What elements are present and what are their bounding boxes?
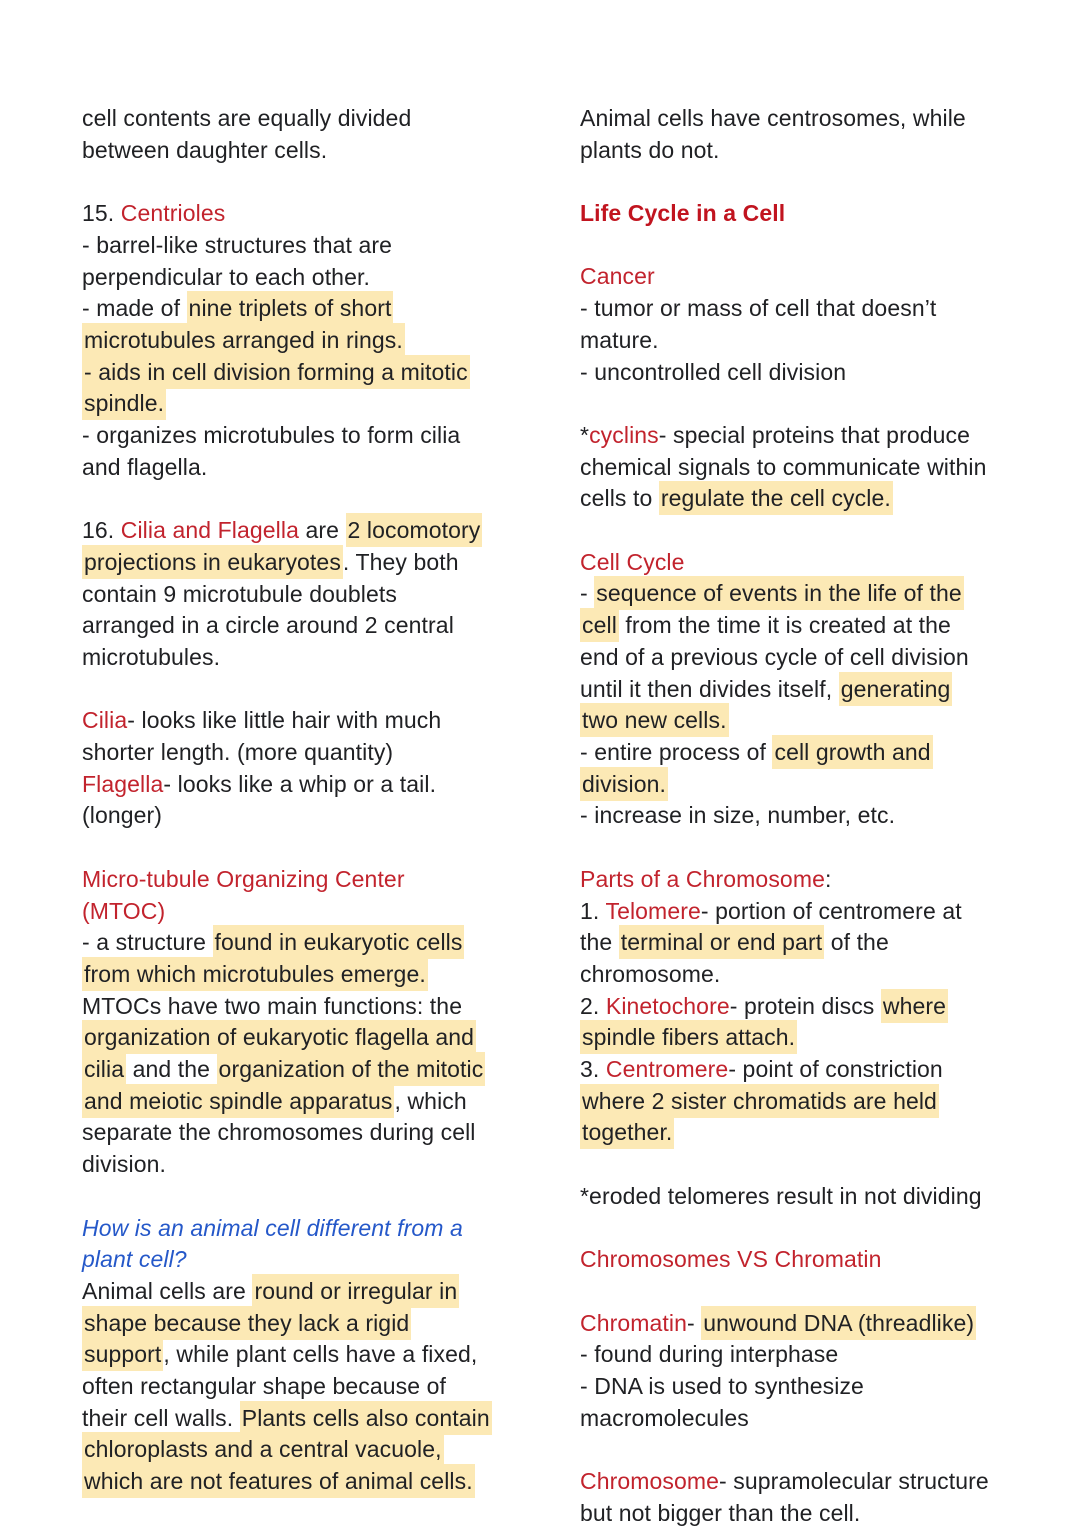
paragraph	[82, 103, 542, 166]
text-line	[82, 103, 542, 135]
highlighted-text: organization of the mitotic	[217, 1052, 486, 1086]
text-line	[82, 135, 542, 167]
text-line	[580, 357, 1040, 389]
text-line	[82, 705, 542, 737]
body-text: - tumor or mass of cell that doesn’t	[580, 295, 937, 322]
paragraph	[580, 198, 1040, 230]
text-line	[580, 420, 1040, 452]
body-text: separate the chromosomes during cell	[82, 1119, 476, 1146]
text-line	[580, 1181, 1040, 1213]
term-red: Centrioles	[120, 200, 226, 227]
body-text: often rectangular shape because of	[82, 1373, 446, 1400]
body-text: perpendicular to each other.	[82, 263, 370, 290]
text-line	[580, 1308, 1040, 1340]
text-line	[82, 769, 542, 801]
highlighted-text: regulate the cell cycle.	[659, 481, 893, 515]
text-line	[82, 1276, 542, 1308]
text-line	[580, 705, 1040, 737]
text-line	[82, 1339, 542, 1371]
text-line	[580, 1086, 1040, 1118]
body-text: - barrel-like structures that are	[82, 231, 393, 258]
highlighted-text: 2 locomotory	[346, 513, 483, 547]
term-red: Cancer	[580, 263, 655, 290]
text-line	[580, 1339, 1040, 1371]
section-heading: Life Cycle in a Cell	[580, 200, 786, 227]
term-red: Cilia	[82, 707, 128, 734]
text-line	[82, 452, 542, 484]
highlighted-text: which are not features of animal cells.	[82, 1464, 475, 1498]
paragraph	[580, 1466, 1040, 1529]
body-text: - point of constriction	[728, 1056, 943, 1083]
right-column	[580, 103, 1040, 1533]
body-text: Animal cells are	[82, 1277, 253, 1304]
paragraph	[82, 515, 542, 674]
body-text: *	[580, 421, 590, 448]
highlighted-text: together.	[580, 1115, 674, 1149]
highlighted-text: where 2 sister chromatids are held	[580, 1084, 939, 1118]
text-line	[580, 800, 1040, 832]
body-text: chemical signals to communicate within	[580, 453, 987, 480]
highlighted-text: spindle.	[82, 386, 166, 420]
text-line	[82, 610, 542, 642]
text-line	[580, 578, 1040, 610]
body-text: - portion of centromere at	[700, 897, 962, 924]
body-text: shorter length. (more quantity)	[82, 739, 394, 766]
body-text: arranged in a circle around 2 central	[82, 612, 454, 639]
body-text: and flagella.	[82, 453, 208, 480]
text-line	[82, 896, 542, 928]
highlighted-text: sequence of events in the life of the	[594, 576, 964, 610]
text-line	[580, 991, 1040, 1023]
highlighted-text: microtubules arranged in rings.	[82, 323, 405, 357]
term-red: Cell Cycle	[580, 548, 685, 575]
paragraph	[580, 1244, 1040, 1276]
highlighted-text: and meiotic spindle apparatus	[82, 1084, 394, 1118]
body-text: -	[580, 580, 595, 607]
body-text: - protein discs	[729, 992, 881, 1019]
paragraph	[580, 547, 1040, 832]
term-red: Chromatin	[580, 1309, 687, 1336]
paragraph	[82, 705, 542, 832]
text-line	[82, 357, 542, 389]
highlighted-text: projections in eukaryotes	[82, 545, 343, 579]
text-line	[82, 547, 542, 579]
body-text: 16.	[82, 517, 121, 544]
body-text: Animal cells have centrosomes, while	[580, 105, 966, 131]
body-text: and the	[126, 1056, 217, 1083]
text-line	[580, 896, 1040, 928]
body-text: - a structure	[82, 929, 213, 956]
text-line	[580, 1244, 1040, 1276]
body-text: - supramolecular structure	[719, 1468, 989, 1495]
body-text: 2.	[580, 992, 606, 1019]
text-line	[580, 642, 1040, 674]
body-text: contain 9 microtubule doublets	[82, 580, 397, 607]
body-text: - special proteins that produce	[658, 421, 971, 448]
highlighted-text: terminal or end part	[619, 925, 824, 959]
highlighted-text: two new cells.	[580, 703, 729, 737]
body-text: but not bigger than the cell.	[580, 1499, 861, 1526]
term-red: Flagella	[82, 770, 164, 797]
text-line	[580, 135, 1040, 167]
body-text: (longer)	[82, 802, 163, 829]
text-line	[82, 864, 542, 896]
text-line	[580, 1466, 1040, 1498]
body-text: . They both	[342, 548, 459, 575]
text-line	[580, 452, 1040, 484]
body-text: the	[580, 929, 619, 956]
text-line	[82, 515, 542, 547]
body-text: -	[687, 1309, 702, 1336]
body-text: are	[299, 517, 346, 544]
text-line	[82, 959, 542, 991]
body-text: of the	[824, 929, 889, 956]
text-line	[580, 737, 1040, 769]
body-text: - looks like a whip or a tail.	[163, 770, 437, 797]
term-red: Centromere	[605, 1056, 729, 1083]
text-line	[82, 1086, 542, 1118]
highlighted-text: division.	[580, 767, 668, 801]
body-text: , while plant cells have a fixed,	[163, 1341, 478, 1368]
text-line	[82, 1022, 542, 1054]
paragraph	[580, 1181, 1040, 1213]
body-text: between daughter cells.	[82, 136, 328, 163]
paragraph	[580, 864, 1040, 1149]
text-line	[580, 959, 1040, 991]
text-line	[82, 1403, 542, 1435]
paragraph	[580, 420, 1040, 515]
term-red: Telomere	[605, 897, 701, 924]
text-line	[580, 1022, 1040, 1054]
text-line	[82, 1308, 542, 1340]
text-line	[580, 927, 1040, 959]
body-text: mature.	[580, 326, 659, 353]
text-line	[82, 325, 542, 357]
body-text: MTOCs have two main functions: the	[82, 992, 463, 1019]
body-text: - made of	[82, 295, 187, 322]
text-line	[82, 1054, 542, 1086]
text-line	[82, 800, 542, 832]
body-text: their cell walls.	[82, 1404, 240, 1431]
highlighted-text: spindle fibers attach.	[580, 1020, 797, 1054]
highlighted-text: Plants cells also contain	[240, 1401, 492, 1435]
text-line	[580, 547, 1040, 579]
highlighted-text: nine triplets of short	[187, 291, 394, 325]
highlighted-text: shape because they lack a rigid	[82, 1306, 411, 1340]
body-text: - increase in size, number, etc.	[580, 802, 896, 829]
text-line	[82, 1466, 542, 1498]
body-text: macromolecules	[580, 1404, 749, 1431]
body-text: chromosome.	[580, 960, 721, 987]
highlighted-text: found in eukaryotic cells	[213, 925, 465, 959]
text-line	[580, 325, 1040, 357]
paragraph	[82, 198, 542, 483]
text-line	[580, 864, 1040, 896]
body-text: , which	[394, 1087, 467, 1114]
body-text: - DNA is used to synthesize	[580, 1373, 864, 1399]
highlighted-text: cell	[580, 608, 619, 642]
text-line	[82, 1213, 542, 1245]
text-line	[580, 483, 1040, 515]
text-line	[580, 1403, 1040, 1435]
body-text: - uncontrolled cell division	[580, 358, 847, 385]
highlighted-text: from which microtubules emerge.	[82, 957, 428, 991]
body-text: plants do not.	[580, 136, 720, 163]
paragraph	[82, 1213, 542, 1498]
text-line	[580, 1371, 1040, 1403]
text-line	[82, 991, 542, 1023]
text-line	[82, 262, 542, 294]
body-text: 1.	[580, 897, 606, 924]
highlighted-text: organization of eukaryotic flagella and	[82, 1020, 476, 1054]
text-line	[82, 388, 542, 420]
highlighted-text: cilia	[82, 1052, 126, 1086]
highlighted-text: unwound DNA (threadlike)	[701, 1306, 976, 1340]
term-red: cyclins	[589, 421, 659, 448]
text-line	[580, 261, 1040, 293]
term-red: Chromosomes VS Chromatin	[580, 1246, 882, 1273]
body-text: cell contents are equally divided	[82, 105, 412, 131]
paragraph	[82, 864, 542, 1181]
question-text: plant cell?	[82, 1246, 187, 1273]
text-line	[580, 674, 1040, 706]
text-line	[580, 1054, 1040, 1086]
body-text: - organizes microtubules to form cilia	[82, 422, 461, 449]
text-line	[82, 1117, 542, 1149]
body-text: division.	[82, 1151, 166, 1178]
text-line	[82, 1434, 542, 1466]
body-text: 15.	[82, 200, 121, 227]
text-line	[82, 1371, 542, 1403]
body-text: - found during interphase	[580, 1341, 839, 1368]
highlighted-text: cell growth and	[772, 735, 932, 769]
left-column	[82, 103, 542, 1530]
term-red: Chromosome	[580, 1468, 720, 1495]
highlighted-text: chloroplasts and a central vacuole,	[82, 1432, 444, 1466]
highlighted-text: round or irregular in	[252, 1274, 459, 1308]
body-text: *eroded telomeres result in not dividing	[580, 1182, 982, 1209]
term-red: Parts of a Chromosome	[580, 865, 825, 892]
paragraph	[580, 103, 1040, 166]
text-line	[580, 1117, 1040, 1149]
body-text: cells to	[580, 485, 659, 512]
body-text: end of a previous cycle of cell division	[580, 643, 969, 670]
term-red: (MTOC)	[82, 897, 166, 924]
highlighted-text: support	[82, 1337, 163, 1371]
paragraph	[580, 1308, 1040, 1435]
text-line	[82, 737, 542, 769]
paragraph	[580, 261, 1040, 388]
question-text: How is an animal cell different from a	[82, 1214, 463, 1241]
text-line	[82, 579, 542, 611]
text-line	[82, 1149, 542, 1181]
body-text: :	[824, 865, 832, 892]
text-line	[580, 103, 1040, 135]
body-text: - looks like little hair with much	[127, 707, 442, 734]
highlighted-text: - aids in cell division forming a mitotic	[82, 355, 470, 389]
body-text: - entire process of	[580, 739, 773, 765]
text-line	[580, 1498, 1040, 1530]
body-text: from the time it is created at the	[618, 612, 951, 639]
text-line	[580, 610, 1040, 642]
text-line	[580, 198, 1040, 230]
term-red: Cilia and Flagella	[120, 517, 299, 544]
text-line	[82, 642, 542, 674]
term-red: Kinetochore	[605, 992, 730, 1019]
text-line	[82, 230, 542, 262]
highlighted-text: where	[881, 989, 948, 1023]
text-line	[82, 198, 542, 230]
text-line	[82, 927, 542, 959]
highlighted-text: generating	[839, 672, 953, 706]
text-line	[82, 1244, 542, 1276]
body-text: 3.	[580, 1056, 606, 1083]
text-line	[82, 293, 542, 325]
text-line	[82, 420, 542, 452]
text-line	[580, 293, 1040, 325]
body-text: until it then divides itself,	[580, 675, 839, 702]
body-text: microtubules.	[82, 643, 221, 670]
term-red: Micro-tubule Organizing Center	[82, 865, 405, 892]
text-line	[580, 769, 1040, 801]
